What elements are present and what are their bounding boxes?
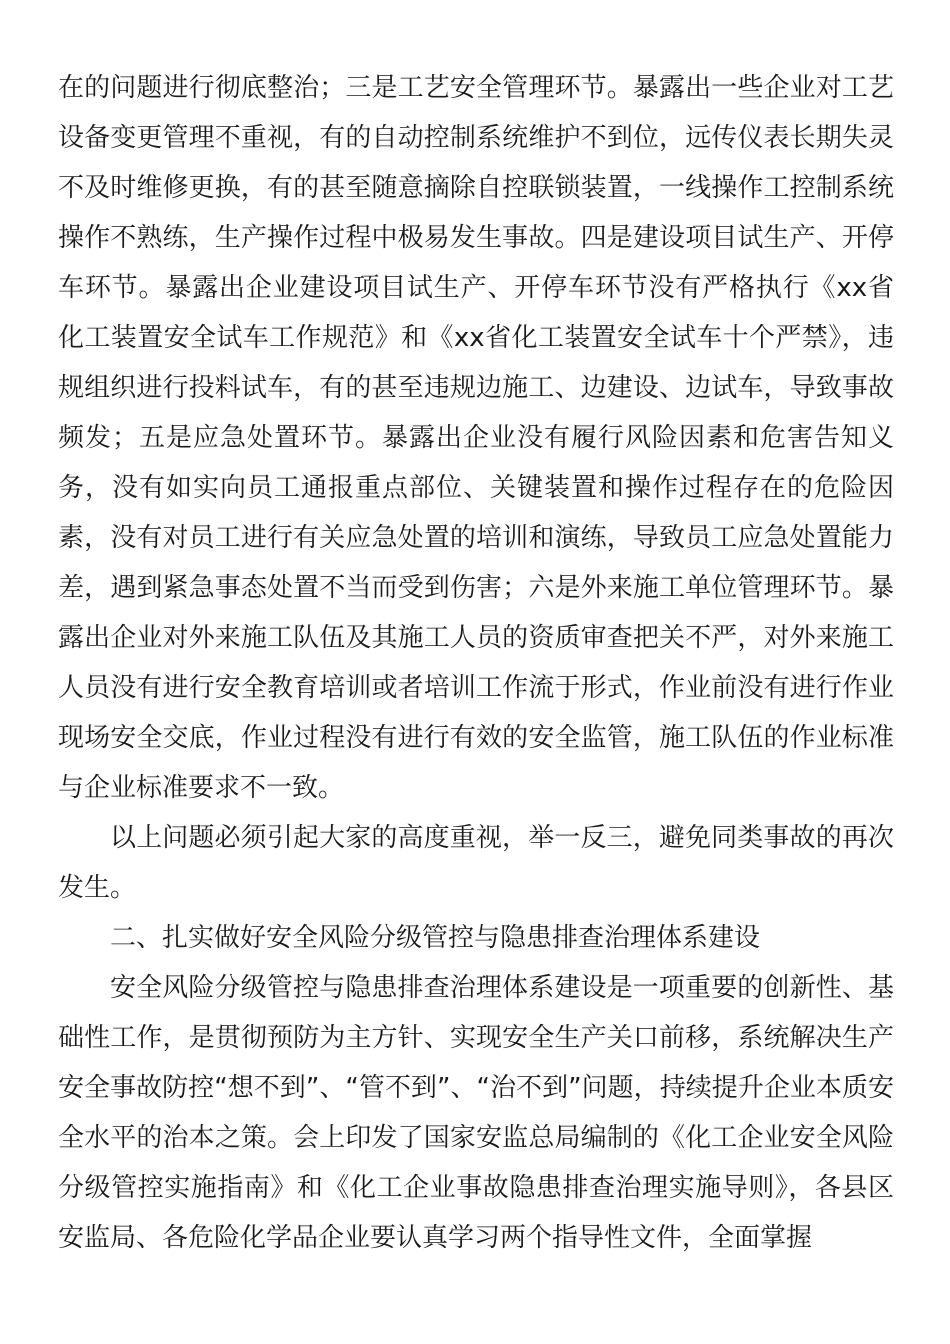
- body-paragraph: 安全风险分级管控与隐患排查治理体系建设是一项重要的创新性、基础性工作，是贯彻预防为主方针、实现安全生产关口前移，系统解决生产安全事故防控“想不到”、“管不到”、“治不到”问题，持续提升企业本质安全水平的治本之策。会上印发了国家安监总局编制的《化工企业安全风险分级管控实施指南》和《化工企业事故隐患排查治理实施导则》，各县区安监局、各危险化学品企业要认真学习两个指导性文件，全面掌握: [58, 973, 894, 1253]
- body-paragraph-continued: 在的问题进行彻底整治；三是工艺安全管理环节。暴露出一些企业对工艺设备变更管理不重视，有的自动控制系统维护不到位，远传仪表长期失灵不及时维修更换，有的甚至随意摘除自控联锁装置，一线操作工控制系统操作不熟练，生产操作过程中极易发生事故。四是建设项目试生产、开停车环节。暴露出企业建设项目试生产、开停车环节没有严格执行《xx省化工装置安全试车工作规范》和《xx省化工装置安全试车十个严禁》，违规组织进行投料试车，有的甚至违规边施工、边建设、边试车，导致事故频发；五是应急处置环节。暴露出企业没有履行风险因素和危害告知义务，没有如实向员工通报重点部位、关键装置和操作过程存在的危险因素，没有对员工进行有关应急处置的培训和演练，导致员工应急处置能力差，遇到紧急事态处置不当而受到伤害；六是外来施工单位管理环节。暴露出企业对外来施工队伍及其施工人员的资质审查把关不严，对外来施工人员没有进行安全教育培训或者培训工作流于形式，作业前没有进行作业现场安全交底，作业过程没有进行有效的安全监管，施工队伍的作业标准与企业标准要求不一致。: [58, 73, 894, 803]
- section-heading: 二、扎实做好安全风险分级管控与隐患排查治理体系建设: [110, 923, 761, 953]
- document-body: [58, 63, 894, 1263]
- body-paragraph: 以上问题必须引起大家的高度重视，举一反三，避免同类事故的再次发生。: [58, 823, 894, 903]
